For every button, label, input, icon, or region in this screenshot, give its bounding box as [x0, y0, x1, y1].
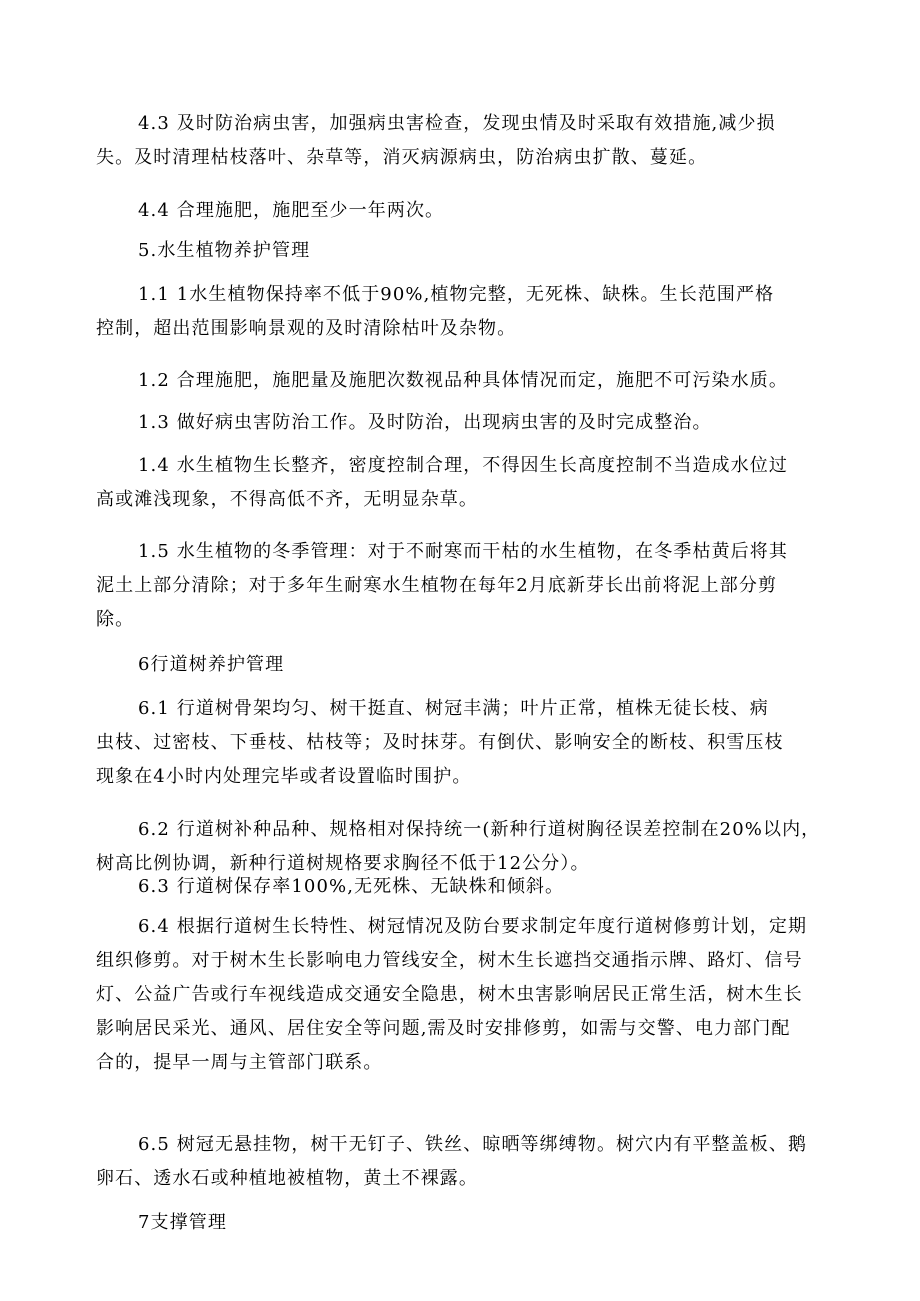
section-heading-6: [96, 648, 838, 682]
text-line: 灯、公益广告或行车视线造成交通安全隐患，树木虫害影响居民正常生活，树木生长: [96, 984, 803, 1005]
text-line: 1.1 1水生植物保持率不低于90%,植物完整，无死株、缺株。生长范围严格: [138, 284, 775, 305]
paragraph-4-4: [96, 194, 838, 228]
text-line: 虫枝、过密枝、下垂枝、枯枝等；及时抹芽。有倒伏、影响安全的断枝、积雪压枝: [96, 732, 784, 753]
text-line: 控制，超出范围影响景观的及时清除枯叶及杂物。: [96, 318, 517, 339]
text-line: 现象在4小时内处理完毕或者设置临时围护。: [96, 766, 472, 787]
paragraph-6-1: [96, 692, 838, 794]
paragraph-1-2: [96, 364, 838, 398]
text-line: 组织修剪。对于树木生长影响电力管线安全，树木生长遮挡交通指示牌、路灯、信号: [96, 950, 803, 971]
text-line: 4.4 合理施肥，施肥至少一年两次。: [138, 200, 445, 221]
paragraph-1-1: [96, 278, 838, 346]
paragraph-4-3: [96, 107, 838, 175]
text-line: 6.2 行道树补种品种、规格相对保持统一(新种行道树胸径误差控制在20%以内，: [138, 819, 821, 840]
text-line: 失。及时清理枯枝落叶、杂草等，消灭病源病虫，防治病虫扩散、蔓延。: [96, 147, 708, 168]
section-heading-5: [96, 234, 838, 268]
text-line: 1.2 合理施肥，施肥量及施肥次数视品种具体情况而定，施肥不可污染水质。: [138, 370, 788, 391]
text-line: 1.5 水生植物的冬季管理：对于不耐寒而干枯的水生植物，在冬季枯黄后将其: [138, 541, 788, 562]
text-line: 树高比例协调，新种行道树规格要求胸径不低于12公分）。: [96, 853, 590, 874]
text-line: 1.4 水生植物生长整齐，密度控制合理，不得因生长高度控制不当造成水位过: [138, 455, 788, 476]
heading-text: 7支撑管理: [138, 1212, 227, 1233]
text-line: 高或滩浅现象，不得高低不齐，无明显杂草。: [96, 489, 478, 510]
paragraph-1-5: [96, 535, 838, 637]
text-line: 1.3 做好病虫害防治工作。及时防治，出现病虫害的及时完成整治。: [138, 412, 712, 433]
text-line: 除。: [96, 609, 135, 630]
text-line: 卵石、透水石或种植地被植物，黄土不裸露。: [96, 1168, 478, 1189]
text-line: 影响居民采光、通风、居住安全等问题,需及时安排修剪，如需与交警、电力部门配: [96, 1018, 791, 1039]
text-line: 6.3 行道树保存率100%,无死株、无缺株和倾斜。: [138, 876, 565, 897]
text-line: 6.5 树冠无悬挂物，树干无钉子、铁丝、晾晒等绑缚物。树穴内有平整盖板、鹅: [138, 1134, 808, 1155]
heading-text: 6行道树养护管理: [138, 654, 285, 675]
paragraph-6-3: [96, 870, 838, 904]
section-heading-7: [96, 1206, 838, 1240]
paragraph-1-3: [96, 406, 838, 440]
text-line: 4.3 及时防治病虫害，加强病虫害检查，发现虫情及时采取有效措施,减少损: [138, 113, 776, 134]
text-line: 6.4 根据行道树生长特性、树冠情况及防台要求制定年度行道树修剪计划，定期: [138, 916, 808, 937]
paragraph-6-5: [96, 1128, 838, 1196]
text-line: 泥土上部分清除；对于多年生耐寒水生植物在每年2月底新芽长出前将泥上部分剪: [96, 575, 778, 596]
text-line: 6.1 行道树骨架均匀、树干挺直、树冠丰满；叶片正常，植株无徒长枝、病: [138, 698, 769, 719]
paragraph-1-4: [96, 449, 838, 517]
text-line: 合的，提早一周与主管部门联系。: [96, 1052, 383, 1073]
heading-text: 5.水生植物养护管理: [138, 240, 311, 261]
paragraph-6-4: [96, 910, 838, 1080]
